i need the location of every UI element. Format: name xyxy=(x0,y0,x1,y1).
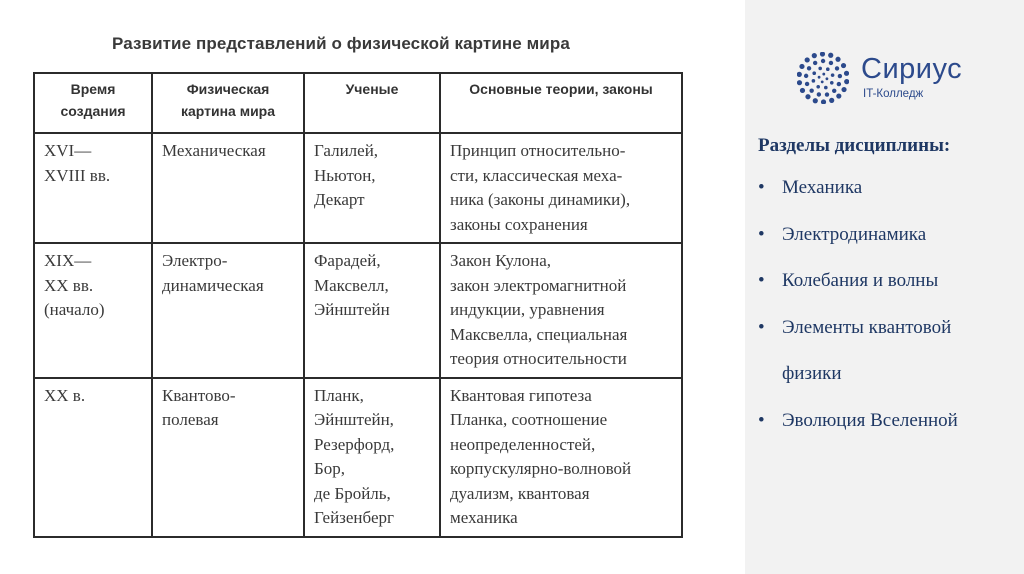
header-picture: Физическая картина мира xyxy=(152,73,304,133)
cell-scientists: Планк, Эйнштейн, Резерфорд, Бор, де Бройль, Гейзенберг xyxy=(304,378,440,537)
cell-theories: Принцип относительно- сти, классическая меха- ника (законы динамики), законы сохранения xyxy=(440,133,682,243)
cell-theories: Квантовая гипотеза Планка, соотношение неопределенностей, корпускулярно-волновой дуализм, квантовая механика xyxy=(440,378,682,537)
cell-scientists: Фарадей, Максвелл, Эйнштейн xyxy=(304,243,440,378)
table-row xyxy=(34,133,682,243)
discipline-list xyxy=(758,174,958,453)
physics-picture-table xyxy=(33,72,683,538)
sirius-logo-icon xyxy=(797,52,849,104)
brand-subtitle: IT-Колледж xyxy=(863,88,924,100)
list-item: • Эволюция Вселенной xyxy=(758,407,958,435)
cell-scientists: Галилей, Ньютон, Декарт xyxy=(304,133,440,243)
cell-picture: Механическая xyxy=(152,133,304,243)
header-theories: Основные теории, законы xyxy=(440,73,682,133)
cell-picture: Квантово- полевая xyxy=(152,378,304,537)
header-time: Время создания xyxy=(34,73,152,133)
list-item: • Колебания и волны xyxy=(758,267,958,295)
cell-time: XX в. xyxy=(34,378,152,537)
document-title: Развитие представлений о физической картине мира xyxy=(112,34,570,53)
list-item: • Электродинамика xyxy=(758,221,958,249)
cell-theories: Закон Кулона, закон электромагнитной индукции, уравнения Максвелла, специальная теория относительности xyxy=(440,243,682,378)
table-row xyxy=(34,243,682,378)
table-header-row xyxy=(34,73,682,133)
cell-picture: Электро- динамическая xyxy=(152,243,304,378)
list-item: • Элементы квантовой физики xyxy=(758,314,958,389)
bullet: • xyxy=(758,270,765,291)
cell-time: XVI— XVIII вв. xyxy=(34,133,152,243)
cell-time: XIX— XX вв. (начало) xyxy=(34,243,152,378)
brand-name: Сириус xyxy=(861,53,963,85)
bullet: • xyxy=(758,177,765,198)
bullet: • xyxy=(758,409,765,431)
bullet: • xyxy=(758,316,765,338)
list-item: • Механика xyxy=(758,174,958,202)
bullet: • xyxy=(758,223,765,245)
table-row xyxy=(34,378,682,537)
section-title: Разделы дисциплины: xyxy=(758,135,951,156)
header-scientists: Ученые xyxy=(304,73,440,133)
